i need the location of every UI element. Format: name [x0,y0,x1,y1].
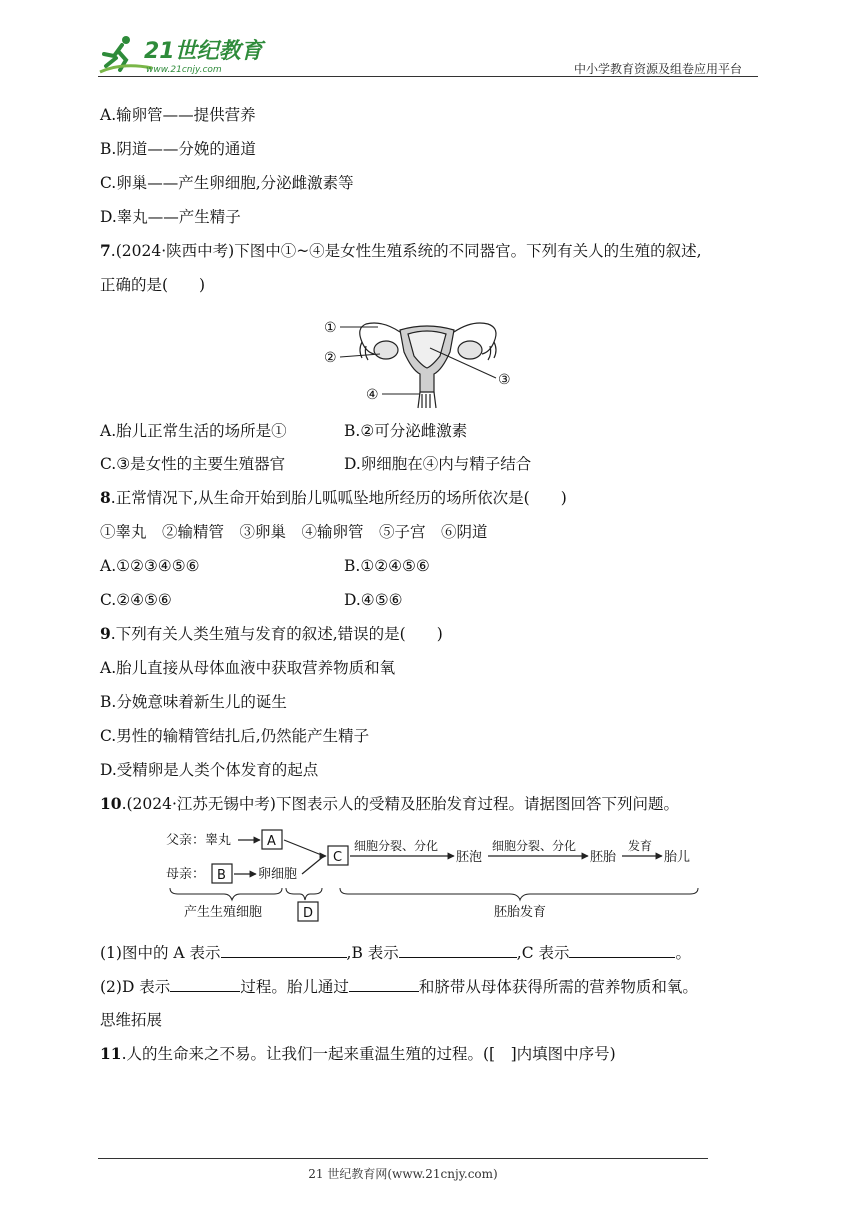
q7-option-a: A.胎儿正常生活的场所是① [100,422,287,440]
q9-stem [100,623,443,645]
q10-sub1 [100,941,691,964]
q11-number: 11 [100,1044,122,1063]
q8-items: ①睾丸 ②输精管 ③卵巢 ④输卵管 ⑤子宫 ⑥阴道 [100,523,488,541]
blank-b[interactable] [399,941,517,958]
header-divider [98,76,758,77]
q8-stem [100,487,567,509]
q6-option-a: A.输卵管——提供营养 [100,106,256,124]
blank-d[interactable] [170,975,240,992]
q8-number: 8 [100,488,111,507]
q9-number: 9 [100,624,111,643]
q10-text: .(2024·江苏无锡中考)下图表示人的受精及胚胎发育过程。请据图回答下列问题。 [121,795,679,813]
brace1-label: 产生生殖细胞 [184,905,263,920]
logo-url: www.21cnjy.com [146,65,222,75]
brace2-label: 胚胎发育 [494,905,547,920]
q10-sub1-part-c: ,C 表示 [516,944,570,962]
blastocyst-label: 胚泡 [456,850,483,865]
footer-text: 21 世纪教育网(www.21cnjy.com) [308,1167,498,1181]
q6-option-c: C.卵巢——产生卵细胞,分泌雌激素等 [100,174,354,192]
q9-text: .下列有关人类生殖与发育的叙述,错误的是( ) [110,625,443,643]
q9-option-b: B.分娩意味着新生儿的诞生 [100,693,287,711]
q10-stem [100,793,679,815]
blank-c[interactable] [569,941,675,958]
diagram-label-3: ③ [498,372,511,388]
q6-option-b: B.阴道——分娩的通道 [100,140,256,158]
q6-option-d: D.睾丸——产生精子 [100,208,241,226]
diagram-label-2: ② [324,350,337,366]
section-title: 思维拓展 [100,1011,163,1029]
q7-option-c: C.③是女性的主要生殖器官 [100,455,286,473]
platform-name: 中小学教育资源及组卷应用平台 [574,62,743,76]
father-label: 父亲：睾丸 [166,833,232,848]
female-reproductive-diagram [322,312,532,410]
q11-text: .人的生命来之不易。让我们一起来重温生殖的过程。([ ]内填图中序号) [121,1045,616,1063]
q8-option-d: D.④⑤⑥ [344,591,403,609]
step2-label: 细胞分裂、分化 [492,839,577,853]
blank-placenta[interactable] [349,975,419,992]
box-c-label: C [333,850,343,865]
q7-option-b: B.②可分泌雌激素 [344,422,468,440]
q10-sub2-part-b: 过程。胎儿通过 [240,978,349,996]
q7-text: .(2024·陕西中考)下图中①~④是女性生殖系统的不同器官。下列有关人的生殖的叙述, [110,242,702,260]
box-b-label: B [217,868,226,883]
q8-option-b: B.①②④⑤⑥ [344,557,430,575]
q7-number: 7 [100,241,111,260]
step1-label: 细胞分裂、分化 [354,839,439,853]
q9-option-d: D.受精卵是人类个体发育的起点 [100,761,319,779]
embryo-label: 胚胎 [590,850,617,865]
q7-stem-cont: 正确的是( ) [100,276,206,294]
q8-option-c: C.②④⑤⑥ [100,591,172,609]
q10-sub2-part-a: (2)D 表示 [100,978,171,996]
q10-sub2 [100,975,698,998]
diagram-label-4: ④ [366,387,379,403]
box-d-label: D [303,906,314,921]
mother-label: 母亲： [166,867,206,882]
blank-a[interactable] [221,941,347,958]
fertilization-flow-diagram [164,826,704,922]
step3-label: 发育 [628,839,653,853]
q8-option-a: A.①②③④⑤⑥ [100,557,200,575]
logo-text: 21世纪教育 [144,39,263,64]
q7-option-d: D.卵细胞在④内与精子结合 [344,455,532,473]
fetus-label: 胎儿 [664,850,691,865]
q10-number: 10 [100,794,122,813]
footer-divider [98,1158,708,1159]
q7-stem [100,240,702,262]
q11-stem [100,1043,616,1065]
q10-sub1-end: 。 [675,944,691,962]
q9-option-a: A.胎儿直接从母体血液中获取营养物质和氧 [100,659,396,677]
site-logo [92,32,272,78]
q10-sub2-part-c: 和脐带从母体获得所需的营养物质和氧。 [418,978,698,996]
box-a-label: A [267,834,276,849]
egg-label: 卵细胞 [258,867,298,882]
q10-sub1-part-b: ,B 表示 [346,944,399,962]
q8-text: .正常情况下,从生命开始到胎儿呱呱坠地所经历的场所依次是( ) [110,489,567,507]
q9-option-c: C.男性的输精管结扎后,仍然能产生精子 [100,727,370,745]
q10-sub1-part-a: (1)图中的 A 表示 [100,944,221,962]
diagram-label-1: ① [324,320,337,336]
